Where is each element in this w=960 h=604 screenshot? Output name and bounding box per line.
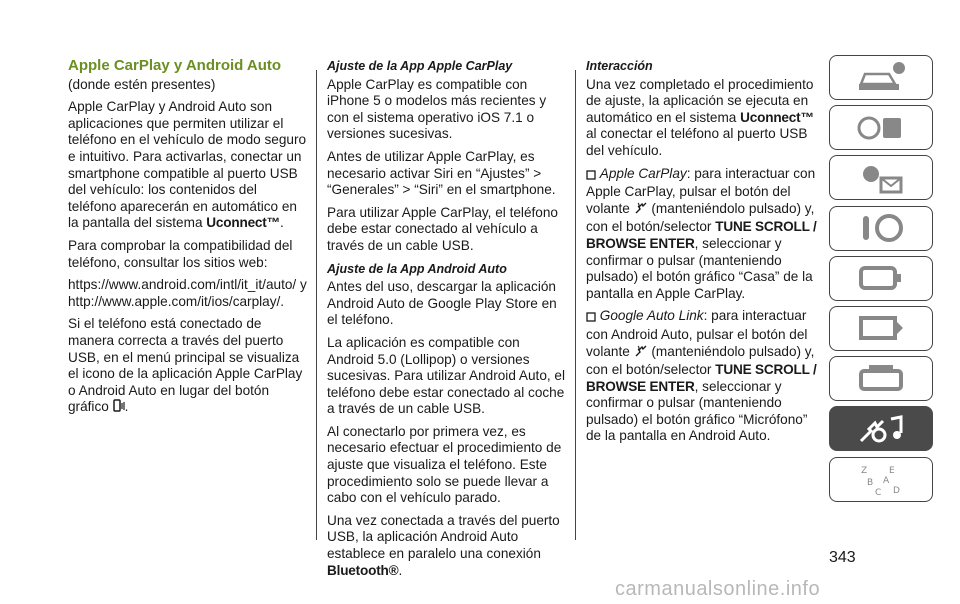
android-setup-heading: Ajuste de la App Android Auto: [327, 261, 507, 276]
index-icon: [853, 461, 909, 497]
section-title: Apple CarPlay y Android Auto: [68, 57, 282, 74]
connected-paragraph: Si el teléfono está conectado de manera correcta a través del puerto USB, en el menú principal se visualiza el icono de la aplicación Apple CarPlay o Android Auto en lugar del botón gráfico .: [68, 316, 308, 418]
car-info-icon: [853, 60, 909, 96]
carplay-bullet: Apple CarPlay: para interactuar con Apple CarPlay, pulsar el botón del volante (manteniéndolo pulsado) y, con el botón/selector TUNE SCROLL / BROWSE ENTER, seleccionar y confirmar o pulsar (manteniendo pulsado) el botón gráfico “Casa” de la pantalla en Apple CarPlay.: [586, 165, 817, 301]
carplay-usb-paragraph: Para utilizar Apple CarPlay, el teléfono debe estar conectado al vehículo a través de un cable USB.: [327, 204, 558, 253]
emergency-icon: [853, 310, 909, 346]
svg-text:C: C: [875, 488, 882, 497]
android-bullet: Google Auto Link: para interactuar con Android Auto, pulsar el botón del volante (manteniéndolo pulsado) y, con el botón/selector TUNE SCROLL / BROWSE ENTER, seleccionar y confirmar o pulsar (manteniendo pulsado) el botón gráfico “Micrófono” de la pantalla en Android Auto.: [586, 308, 817, 444]
interaction-paragraph: Una vez completado el procedimiento de ajuste, la aplicación se ejecuta en automático en el sistema Uconnect™ al conectar el teléfono al puerto USB del vehículo.: [586, 76, 814, 158]
watermark: carmanualsonline.info: [615, 578, 821, 600]
svg-text:B: B: [867, 478, 874, 488]
safety-wheel-icon: [853, 210, 909, 246]
page-number: 343: [829, 549, 856, 566]
maintenance-icon: [853, 361, 909, 397]
first-connection-paragraph: Al conectarlo por primera vez, es necesario efectuar el procedimiento de ajuste que visualiza el teléfono. Este procedimiento solo se puede llevar a cabo con el vehículo parado.: [327, 423, 562, 506]
tab-maintenance[interactable]: [829, 356, 933, 401]
android-compat-paragraph: La aplicación es compatible con Android 5.0 (Lollipop) o versiones sucesivas. Para utilizar Android Auto, el teléfono debe estar conectado al coche a través de un cable USB.: [327, 334, 566, 417]
android-download-paragraph: Antes del uso, descargar la aplicación Android Auto de Google Play Store en el teléfono.: [327, 279, 557, 328]
svg-text:Z: Z: [861, 466, 868, 476]
bullet-square-icon: [586, 168, 596, 185]
intro-paragraph: Apple CarPlay y Android Auto son aplicaciones que permiten utilizar el teléfono en el vehículo de modo seguro e intuitivo. Para activarlas, conectar un smartphone compatible al puerto USB del vehículo: los contenidos del teléfono aparecerán en automático en la pantalla del sistema Uconnect™.: [68, 99, 307, 231]
websites-paragraph: https://www.android.com/intl/it_it/auto/ y http://www.apple.com/it/ios/carplay/.: [68, 277, 307, 309]
column-left: [68, 58, 308, 424]
tab-lights[interactable]: [829, 155, 933, 200]
bluetooth-paragraph: Una vez conectada a través del puerto USB, la aplicación Android Auto establece en paralelo una conexión Bluetooth®.: [327, 512, 560, 578]
carplay-setup-heading: Ajuste de la App Apple CarPlay: [327, 59, 513, 73]
tab-car-info[interactable]: [829, 55, 933, 100]
siri-paragraph: Antes de utilizar Apple CarPlay, es necesario activar Siri en “Ajustes” > “Generales” > “Siri” en el smartphone.: [327, 148, 556, 198]
interaction-heading: Interacción: [586, 59, 653, 73]
column-divider: [316, 70, 317, 540]
tab-warnings[interactable]: [829, 105, 933, 150]
column-right: [586, 58, 824, 451]
tab-starting[interactable]: [829, 256, 933, 301]
compat-paragraph: Para comprobar la compatibilidad del teléfono, consultar los sitios web:: [68, 237, 293, 270]
multimedia-icon: [853, 411, 909, 447]
car-start-icon: [853, 260, 909, 296]
tab-multimedia[interactable]: [829, 406, 933, 451]
svg-text:D: D: [893, 486, 900, 496]
voice-command-icon: [634, 201, 648, 220]
column-middle: [327, 58, 567, 585]
tab-index[interactable]: [829, 457, 933, 502]
availability-note: (donde estén presentes): [68, 76, 216, 92]
tab-safety[interactable]: [829, 206, 933, 251]
voice-command-icon: [634, 344, 648, 363]
chapter-tabs: [829, 55, 935, 507]
svg-text:A: A: [883, 476, 890, 486]
tab-emergency[interactable]: [829, 306, 933, 351]
lights-message-icon: [853, 160, 909, 196]
column-divider: [575, 70, 576, 540]
phone-icon: [113, 399, 125, 418]
warning-icon: [853, 110, 909, 146]
carplay-compat-paragraph: Apple CarPlay es compatible con iPhone 5 o modelos más recientes y con el sistema operativo iOS 7.1 o versiones sucesivas.: [327, 76, 547, 142]
bullet-square-icon: [586, 310, 596, 327]
svg-text:E: E: [889, 466, 895, 476]
